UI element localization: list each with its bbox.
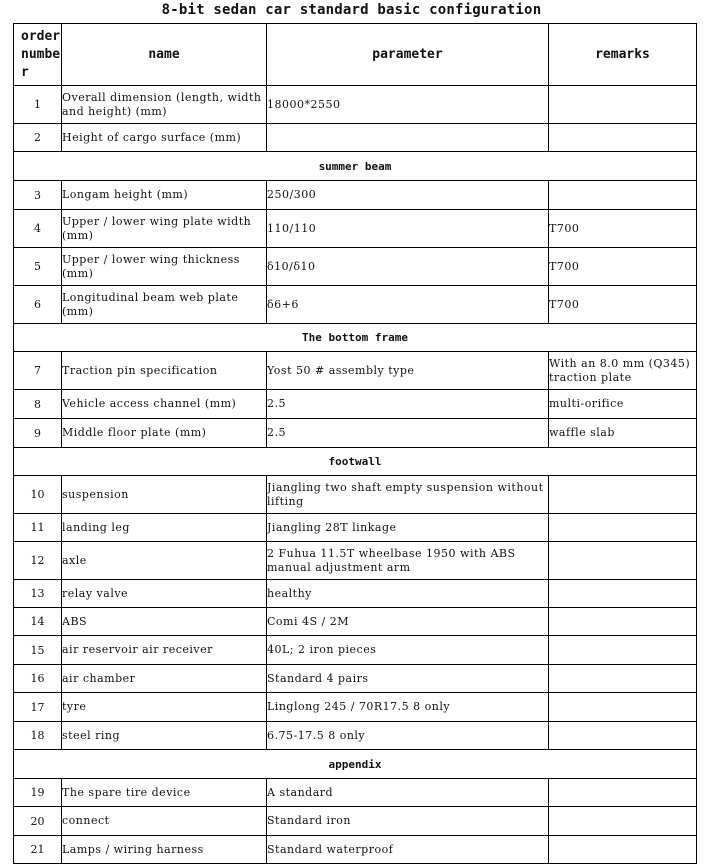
configuration-table-body xyxy=(14,24,697,864)
order-number-cell: 20 xyxy=(14,807,62,836)
remarks-cell xyxy=(549,86,697,124)
order-number-cell: 1 xyxy=(14,86,62,124)
section-row xyxy=(14,750,697,779)
name-cell: Overall dimension (length, width and height) (mm) xyxy=(62,86,267,124)
parameter-cell xyxy=(267,124,549,152)
order-number-cell: 10 xyxy=(14,476,62,514)
name-cell: Vehicle access channel (mm) xyxy=(62,390,267,419)
remarks-cell xyxy=(549,779,697,807)
remarks-cell xyxy=(549,807,697,836)
remarks-cell xyxy=(549,722,697,750)
table-row xyxy=(14,542,697,580)
table-row xyxy=(14,390,697,419)
name-cell: Upper / lower wing plate width (mm) xyxy=(62,210,267,248)
parameter-cell: Standard 4 pairs xyxy=(267,665,549,693)
remarks-cell xyxy=(549,181,697,210)
parameter-cell: Jiangling 28T linkage xyxy=(267,514,549,542)
name-cell: Middle floor plate (mm) xyxy=(62,419,267,448)
order-number-cell: 7 xyxy=(14,352,62,390)
remarks-cell xyxy=(549,580,697,608)
remarks-cell xyxy=(549,476,697,514)
order-number-cell: 6 xyxy=(14,286,62,324)
parameter-cell: 110/110 xyxy=(267,210,549,248)
column-header-remarks: remarks xyxy=(549,24,697,86)
remarks-cell xyxy=(549,124,697,152)
table-row xyxy=(14,693,697,722)
table-row xyxy=(14,248,697,286)
order-number-cell: 16 xyxy=(14,665,62,693)
table-row xyxy=(14,807,697,836)
parameter-cell: 2.5 xyxy=(267,419,549,448)
table-row xyxy=(14,665,697,693)
order-number-cell: 17 xyxy=(14,693,62,722)
name-cell: tyre xyxy=(62,693,267,722)
remarks-cell xyxy=(549,836,697,864)
name-cell: axle xyxy=(62,542,267,580)
parameter-cell: δ10/δ10 xyxy=(267,248,549,286)
table-row xyxy=(14,722,697,750)
parameter-cell: 250/300 xyxy=(267,181,549,210)
remarks-cell xyxy=(549,514,697,542)
name-cell: landing leg xyxy=(62,514,267,542)
order-number-cell: 4 xyxy=(14,210,62,248)
table-row xyxy=(14,286,697,324)
parameter-cell: Jiangling two shaft empty suspension without lifting xyxy=(267,476,549,514)
name-cell: connect xyxy=(62,807,267,836)
parameter-cell: Comi 4S / 2M xyxy=(267,608,549,636)
section-row xyxy=(14,448,697,476)
table-row xyxy=(14,580,697,608)
table-row xyxy=(14,210,697,248)
table-row xyxy=(14,124,697,152)
order-number-cell: 21 xyxy=(14,836,62,864)
parameter-cell: Standard waterproof xyxy=(267,836,549,864)
table-row xyxy=(14,181,697,210)
name-cell: Longitudinal beam web plate (mm) xyxy=(62,286,267,324)
order-number-cell: 13 xyxy=(14,580,62,608)
table-row xyxy=(14,86,697,124)
name-cell: air reservoir air receiver xyxy=(62,636,267,665)
parameter-cell: Yost 50 # assembly type xyxy=(267,352,549,390)
remarks-cell xyxy=(549,608,697,636)
table-row xyxy=(14,836,697,864)
section-heading: The bottom frame xyxy=(14,324,697,352)
name-cell: Upper / lower wing thickness (mm) xyxy=(62,248,267,286)
remarks-cell: multi-orifice xyxy=(549,390,697,419)
name-cell: The spare tire device xyxy=(62,779,267,807)
parameter-cell: δ6+6 xyxy=(267,286,549,324)
parameter-cell: Linglong 245 / 70R17.5 8 only xyxy=(267,693,549,722)
name-cell: Height of cargo surface (mm) xyxy=(62,124,267,152)
remarks-cell: T700 xyxy=(549,210,697,248)
remarks-cell: waffle slab xyxy=(549,419,697,448)
parameter-cell: 2 Fuhua 11.5T wheelbase 1950 with ABS manual adjustment arm xyxy=(267,542,549,580)
order-number-cell: 8 xyxy=(14,390,62,419)
configuration-table xyxy=(13,23,697,864)
name-cell: relay valve xyxy=(62,580,267,608)
order-number-cell: 14 xyxy=(14,608,62,636)
section-heading: summer beam xyxy=(14,152,697,181)
remarks-cell xyxy=(549,665,697,693)
remarks-cell xyxy=(549,542,697,580)
name-cell: Longam height (mm) xyxy=(62,181,267,210)
parameter-cell: A standard xyxy=(267,779,549,807)
name-cell: ABS xyxy=(62,608,267,636)
parameter-cell: 40L; 2 iron pieces xyxy=(267,636,549,665)
name-cell: steel ring xyxy=(62,722,267,750)
table-row xyxy=(14,636,697,665)
column-header-order-number: order numbe r xyxy=(14,24,62,86)
section-row xyxy=(14,152,697,181)
name-cell: air chamber xyxy=(62,665,267,693)
column-header-parameter: parameter xyxy=(267,24,549,86)
table-row xyxy=(14,476,697,514)
column-header-name: name xyxy=(62,24,267,86)
table-row xyxy=(14,352,697,390)
document-title: 8-bit sedan car standard basic configuration xyxy=(161,2,542,18)
header-row xyxy=(14,24,697,86)
parameter-cell: 2.5 xyxy=(267,390,549,419)
section-heading: appendix xyxy=(14,750,697,779)
remarks-cell: T700 xyxy=(549,286,697,324)
section-heading: footwall xyxy=(14,448,697,476)
table-row xyxy=(14,419,697,448)
remarks-cell xyxy=(549,693,697,722)
parameter-cell: healthy xyxy=(267,580,549,608)
parameter-cell: 6.75-17.5 8 only xyxy=(267,722,549,750)
name-cell: Lamps / wiring harness xyxy=(62,836,267,864)
order-number-cell: 15 xyxy=(14,636,62,665)
order-number-cell: 2 xyxy=(14,124,62,152)
table-row xyxy=(14,608,697,636)
order-number-cell: 5 xyxy=(14,248,62,286)
section-row xyxy=(14,324,697,352)
name-cell: Traction pin specification xyxy=(62,352,267,390)
order-number-cell: 11 xyxy=(14,514,62,542)
name-cell: suspension xyxy=(62,476,267,514)
order-number-cell: 18 xyxy=(14,722,62,750)
parameter-cell: 18000*2550 xyxy=(267,86,549,124)
remarks-cell: With an 8.0 mm (Q345) traction plate xyxy=(549,352,697,390)
order-number-cell: 12 xyxy=(14,542,62,580)
table-row xyxy=(14,779,697,807)
order-number-cell: 9 xyxy=(14,419,62,448)
table-row xyxy=(14,514,697,542)
parameter-cell: Standard iron xyxy=(267,807,549,836)
order-number-cell: 3 xyxy=(14,181,62,210)
order-number-cell: 19 xyxy=(14,779,62,807)
remarks-cell xyxy=(549,636,697,665)
remarks-cell: T700 xyxy=(549,248,697,286)
